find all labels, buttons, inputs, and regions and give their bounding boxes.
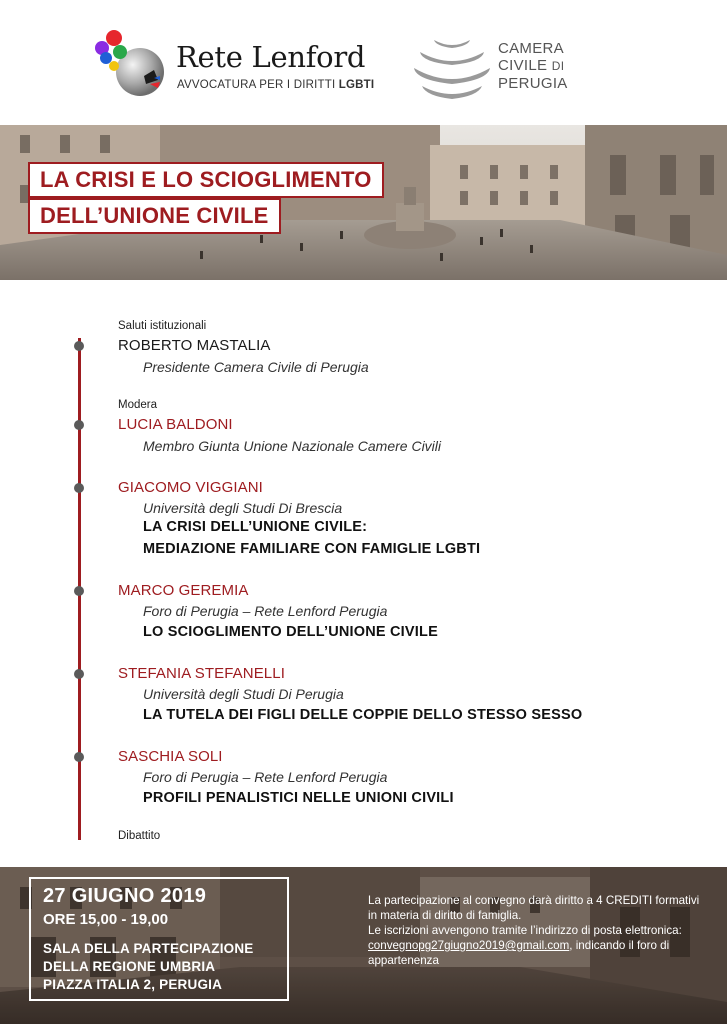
title-line-2: DELL’UNIONE CIVILE bbox=[28, 198, 281, 234]
event-place-line-3: PIAZZA ITALIA 2, PERUGIA bbox=[43, 977, 223, 992]
talk-title: LO SCIOGLIMENTO DELL’UNIONE CIVILE bbox=[143, 624, 438, 640]
speaker-role: Foro di Perugia – Rete Lenford Perugia bbox=[143, 603, 388, 619]
timeline-dot bbox=[74, 669, 84, 679]
event-place-line-1: SALA DELLA PARTECIPAZIONE bbox=[43, 941, 254, 956]
registration-note bbox=[368, 923, 704, 968]
timeline-dot bbox=[74, 483, 84, 493]
event-place-line-2: DELLA REGIONE UMBRIA bbox=[43, 959, 216, 974]
closing-label: Dibattito bbox=[118, 830, 161, 842]
speaker-role: Membro Giunta Unione Nazionale Camere Civili bbox=[143, 438, 442, 454]
speaker-name: SASCHIA SOLI bbox=[118, 748, 223, 765]
speaker-role: Università degli Studi Di Brescia bbox=[143, 500, 343, 516]
talk-title-continued: MEDIAZIONE FAMILIARE CON FAMIGLIE LGBTI bbox=[143, 541, 481, 557]
speaker-name: ROBERTO MASTALIA bbox=[118, 337, 271, 354]
timeline-dot bbox=[74, 586, 84, 596]
camera-line-2 bbox=[498, 57, 568, 75]
talk-title: LA CRISI DELL’UNIONE CIVILE: bbox=[143, 519, 368, 535]
rete-lenford-subtitle-lgbti: LGBTI bbox=[338, 79, 375, 91]
timeline-dot bbox=[74, 752, 84, 762]
rete-lenford-name: Rete Lenford bbox=[176, 40, 366, 74]
camera-line-1: CAMERA bbox=[498, 40, 564, 57]
camera-civile-text bbox=[498, 40, 568, 92]
rete-lenford-mark-icon bbox=[92, 28, 168, 98]
rete-lenford-subtitle bbox=[177, 79, 374, 91]
camera-line-3: PERUGIA bbox=[498, 75, 568, 92]
talk-title: LA TUTELA DEI FIGLI DELLE COPPIE DELLO STESSO SESSO bbox=[143, 707, 583, 723]
registration-email-link[interactable]: convegnopg27giugno2019@gmail.com bbox=[368, 939, 570, 952]
camera-civile-logo bbox=[412, 32, 592, 104]
rete-lenford-subtitle-text: AVVOCATURA PER I DIRITTI bbox=[177, 79, 339, 91]
timeline-dot bbox=[74, 420, 84, 430]
camera-civile-mark-icon bbox=[412, 32, 492, 104]
title-line-1: LA CRISI E LO SCIOGLIMENTO bbox=[28, 162, 384, 198]
speaker-name: GIACOMO VIGGIANI bbox=[118, 479, 263, 496]
speaker-name: STEFANIA STEFANELLI bbox=[118, 665, 285, 682]
greetings-label: Saluti istituzionali bbox=[118, 320, 207, 332]
camera-line-2-main: CIVILE bbox=[498, 57, 548, 74]
speaker-name: LUCIA BALDONI bbox=[118, 416, 233, 433]
moderator-label: Modera bbox=[118, 399, 157, 411]
speaker-role: Presidente Camera Civile di Perugia bbox=[143, 359, 369, 375]
speaker-name: MARCO GEREMIA bbox=[118, 582, 249, 599]
camera-line-2-di: DI bbox=[551, 59, 565, 73]
talk-title: PROFILI PENALISTICI NELLE UNIONI CIVILI bbox=[143, 790, 454, 806]
speaker-role: Università degli Studi Di Perugia bbox=[143, 686, 344, 702]
rete-lenford-logo bbox=[92, 28, 382, 100]
event-notes bbox=[368, 893, 704, 968]
event-info-box bbox=[29, 877, 289, 1001]
event-date: 27 GIUGNO 2019 bbox=[43, 885, 207, 907]
registration-text: Le iscrizioni avvengono tramite l’indirizzo di posta elettronica: bbox=[368, 924, 682, 937]
credits-note: La partecipazione al convegno darà diritto a 4 CREDITI formativi in materia di diritto di famiglia. bbox=[368, 894, 700, 922]
timeline-dot bbox=[74, 341, 84, 351]
registration-text-end: , indicando il foro di appartenenza bbox=[368, 939, 670, 967]
event-time: ORE 15,00 - 19,00 bbox=[43, 911, 169, 928]
speaker-role: Foro di Perugia – Rete Lenford Perugia bbox=[143, 769, 388, 785]
